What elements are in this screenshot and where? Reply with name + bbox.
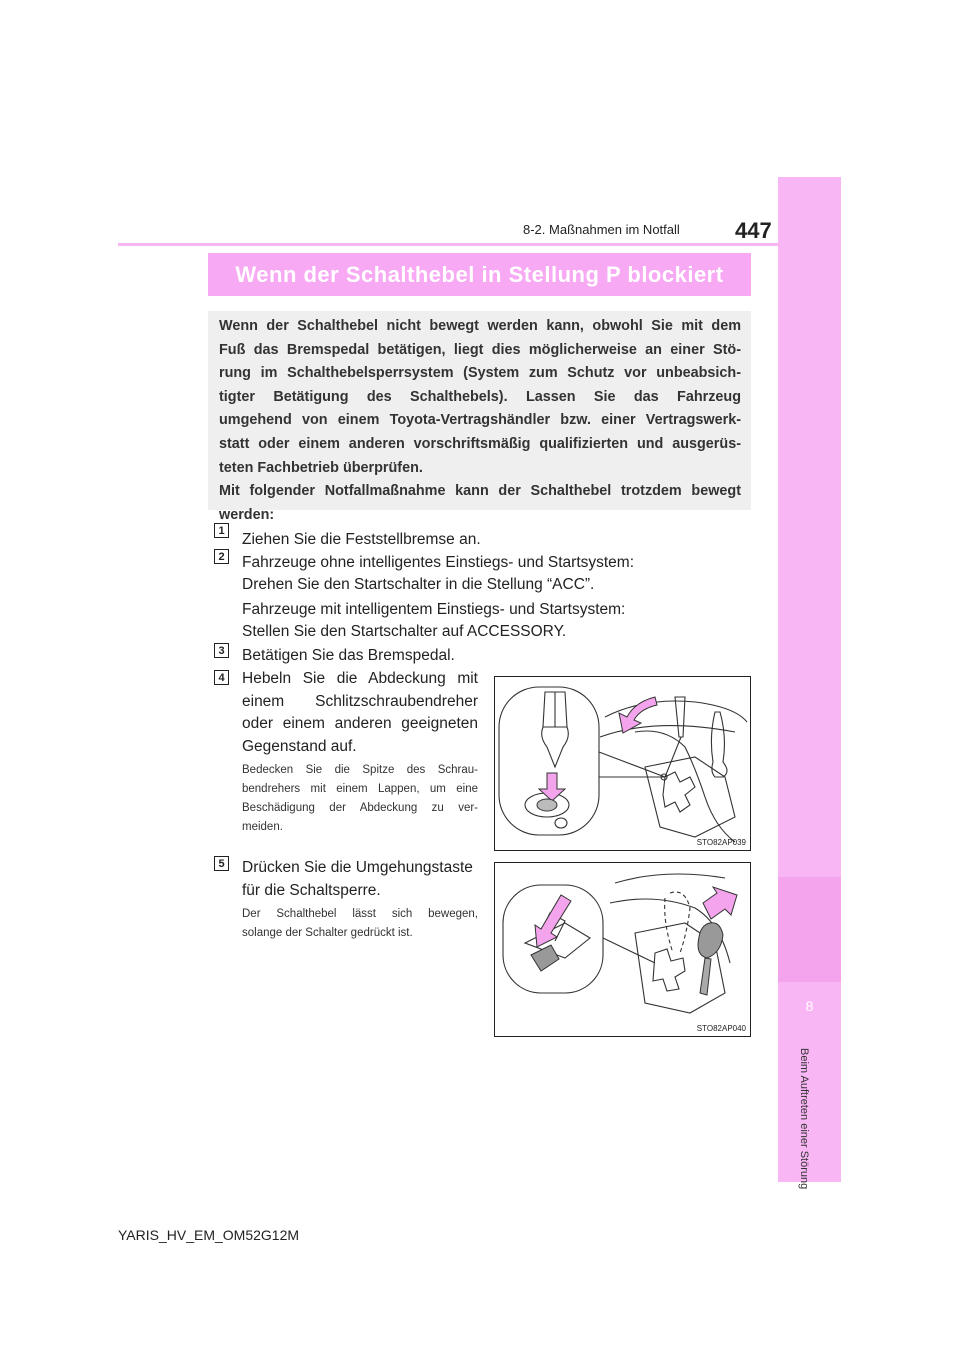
note-line: Bedecken Sie die Spitze des Schrau- <box>242 764 478 776</box>
note-line: bendrehers mit einem Lappen, um eine <box>242 783 478 795</box>
chapter-label: Beim Auftreten einer Störung <box>798 1048 810 1190</box>
chapter-side-tab <box>778 177 841 1182</box>
illustration-pry-cover <box>495 677 750 850</box>
step-number-2: 2 <box>214 549 229 564</box>
page-number: 447 <box>735 218 772 243</box>
figure-screwdriver-cover <box>494 676 751 851</box>
step-4-text <box>242 668 478 758</box>
intro-line: Wenn der Schalthebel nicht bewegt werden kann, obwohl Sie mit dem <box>219 318 741 334</box>
intro-line: Fuß das Bremspedal betätigen, liegt dies möglicherweise an einer Stö- <box>219 341 741 358</box>
figure-caption: STO82AP039 <box>696 838 746 847</box>
step-3-text: Betätigen Sie das Bremspedal. <box>242 647 455 664</box>
intro-line: werden: <box>219 506 275 523</box>
step-4-line: oder einem anderen geeigneten <box>242 715 478 732</box>
step-2-line: Stellen Sie den Startschalter auf ACCESSORY. <box>242 623 567 640</box>
illustration-shift-release <box>495 863 750 1036</box>
section-banner <box>208 253 751 296</box>
chapter-number-block <box>778 877 841 982</box>
step-5-text <box>242 857 478 902</box>
header-divider <box>118 243 778 246</box>
step-2-line: Fahrzeuge mit intelligentem Einstiegs- und Startsystem: <box>242 601 626 618</box>
intro-line: rung im Schalthebelsperrsystem (System zum Schutz vor unbeabsich- <box>219 365 741 382</box>
step-4-line: einem Schlitzschraubendreher <box>242 692 478 710</box>
step-5-note <box>242 905 478 943</box>
note-line: Der Schalthebel lässt sich bewegen, <box>242 908 478 920</box>
banner-title: Wenn der Schalthebel in Stellung P blockiert <box>235 261 724 287</box>
step-2-line: Drehen Sie den Startschalter in die Stellung “ACC”. <box>242 576 595 593</box>
intro-line: Mit folgender Notfallmaßnahme kann der Schalthebel trotzdem bewegt <box>219 483 741 500</box>
intro-line: tigter Betätigung des Schalthebels). Lassen Sie das Fahrzeug <box>219 388 741 405</box>
figure-caption: STO82AP040 <box>696 1024 746 1033</box>
figure-shift-lock-release <box>494 862 751 1037</box>
document-id: YARIS_HV_EM_OM52G12M <box>118 1227 300 1243</box>
step-number-1: 1 <box>214 523 229 538</box>
step-1-text: Ziehen Sie die Feststellbremse an. <box>242 531 481 548</box>
step-4-note <box>242 761 478 837</box>
step-4-line: Gegenstand auf. <box>242 737 357 755</box>
intro-line: umgehend von einem Toyota-Vertragshändler bzw. einer Vertragswerk- <box>219 412 741 429</box>
intro-text <box>219 315 741 527</box>
step-5-line: für die Schaltsperre. <box>242 881 381 899</box>
note-line: Beschädigung der Abdeckung zu ver- <box>242 802 478 814</box>
step-number-4: 4 <box>214 670 229 685</box>
step-number-3: 3 <box>214 643 229 658</box>
step-number-5: 5 <box>214 856 229 871</box>
note-line: solange der Schalter gedrückt ist. <box>242 927 413 939</box>
section-title: 8-2. Maßnahmen im Notfall <box>523 222 680 237</box>
chapter-number: 8 <box>805 998 814 1014</box>
step-4-line: Hebeln Sie die Abdeckung mit <box>242 670 478 687</box>
step-5-line: Drücken Sie die Umgehungstaste <box>242 859 473 876</box>
note-line: meiden. <box>242 821 283 833</box>
intro-line: statt oder einem anderen vorschriftsmäßig qualifizierten und ausgerüs- <box>219 435 741 452</box>
step-2-line: Fahrzeuge ohne intelligentes Einstiegs- und Startsystem: <box>242 554 635 571</box>
intro-line: teten Fachbetrieb überprüfen. <box>219 459 423 476</box>
